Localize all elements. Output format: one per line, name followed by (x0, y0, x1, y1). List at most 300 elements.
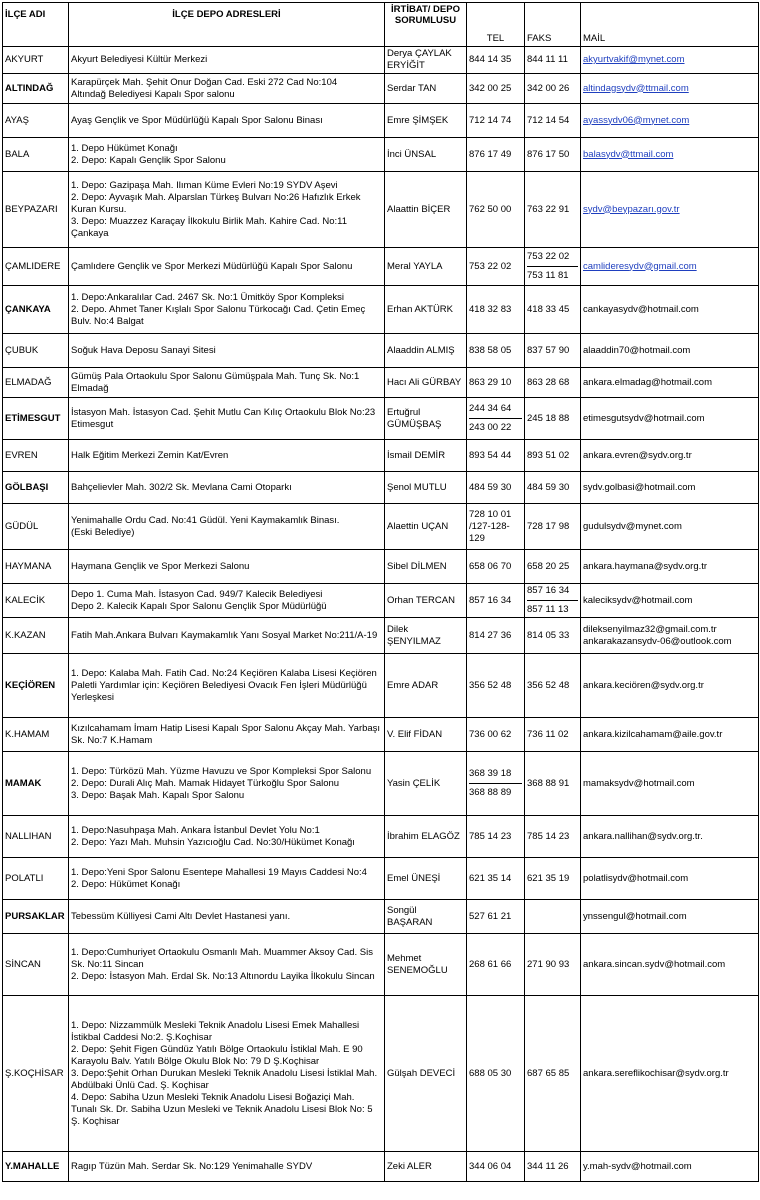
contact-person-line: Ertuğrul GÜMÜŞBAŞ (387, 406, 442, 430)
contact-person (385, 1152, 467, 1182)
phone-number (467, 1152, 525, 1182)
table-row (3, 138, 759, 172)
depot-address (69, 104, 385, 138)
phone-number (467, 74, 525, 104)
email-link[interactable] (581, 74, 759, 104)
contact-person-line: İsmail DEMİR (387, 449, 446, 461)
depot-address (69, 858, 385, 900)
fax-number (525, 934, 581, 996)
depot-address (69, 334, 385, 368)
depot-address-line: 1. Depo: Nizzammülk Mesleki Teknik Anadolu Lisesi Emek Mahallesi İstikbal Caddesi No:2. Ş.Koçhisar (71, 1019, 360, 1043)
depot-address (69, 398, 385, 440)
phone-number (467, 550, 525, 584)
phone-number-line: 893 54 44 (469, 449, 512, 461)
depot-address-line: Karapürçek Mah. Şehit Onur Doğan Cad. Eski 272 Cad No:104 (71, 76, 338, 88)
fax-number-line: 621 35 19 (527, 872, 570, 884)
contact-person-line: İnci ÜNSAL (387, 148, 437, 160)
fax-number-line: 344 11 26 (527, 1160, 569, 1172)
fax-number-line: 368 88 91 (527, 777, 570, 789)
fax-number (525, 718, 581, 752)
contact-person (385, 138, 467, 172)
email-address (581, 440, 759, 472)
contact-person (385, 440, 467, 472)
table-row (3, 858, 759, 900)
depot-address-line: 1. Depo:Yeni Spor Salonu Esentepe Mahallesi 19 Mayıs Caddesi No:4 (71, 866, 367, 878)
phone-number-line: 243 00 22 (469, 418, 522, 435)
phone-number-line: 129 (469, 532, 485, 544)
email-address-line: ankara.elmadag@hotmail.com (583, 376, 712, 388)
contact-person-line: V. Elif FİDAN (387, 728, 443, 740)
email-address-line: ankarakazansydv-06@outlook.com (583, 635, 732, 647)
contact-person (385, 584, 467, 618)
depot-address-line: Akyurt Belediyesi Kültür Merkezi (71, 54, 208, 65)
fax-number-line: 728 17 98 (527, 520, 570, 532)
contact-person-line: Hacı Ali GÜRBAY (387, 376, 462, 388)
fax-number-line: 736 11 02 (527, 728, 569, 740)
table-row (3, 718, 759, 752)
email-address (581, 934, 759, 996)
district-name: ETİMESGUT (3, 398, 69, 440)
table-row (3, 47, 759, 74)
header-mail: MAİL (581, 3, 759, 47)
email-address (581, 398, 759, 440)
contact-person (385, 900, 467, 934)
email-address-line: gudulsydv@mynet.com (583, 520, 682, 532)
contact-person-line: Meral YAYLA (387, 260, 443, 272)
fax-number (525, 74, 581, 104)
district-name: MAMAK (3, 752, 69, 816)
phone-number-line: 368 39 18 (469, 768, 512, 779)
depot-address (69, 368, 385, 398)
phone-number (467, 654, 525, 718)
fax-number (525, 440, 581, 472)
table-row (3, 472, 759, 504)
table-row (3, 1152, 759, 1182)
contact-person (385, 858, 467, 900)
contact-person-line: Gülşah DEVECİ (387, 1067, 456, 1079)
table-row (3, 618, 759, 654)
email-address-line: cankayasydv@hotmail.com (583, 303, 699, 315)
phone-number-line: 688 05 30 (469, 1067, 512, 1079)
depot-address (69, 440, 385, 472)
fax-number (525, 816, 581, 858)
email-link-line[interactable]: altindagsydv@ttmail.com (583, 82, 689, 94)
phone-number (467, 368, 525, 398)
phone-number-line: 728 10 01 (469, 508, 512, 520)
phone-number-line: 844 14 35 (469, 54, 512, 65)
table-row (3, 368, 759, 398)
phone-number (467, 858, 525, 900)
district-name: Y.MAHALLE (3, 1152, 69, 1182)
depot-address-line: 1. Depo: Kalaba Mah. Fatih Cad. No:24 Keçiören Kalaba Lisesi Keçiören (71, 667, 377, 679)
fax-number-line: 863 28 68 (527, 376, 570, 388)
depot-address (69, 996, 385, 1152)
table-row (3, 934, 759, 996)
phone-number-line: 658 06 70 (469, 560, 512, 572)
phone-number (467, 334, 525, 368)
email-address-line: polatlisydv@hotmail.com (583, 872, 689, 884)
email-address (581, 996, 759, 1152)
contact-person-line: Erhan AKTÜRK (387, 303, 453, 315)
phone-number-line: 753 22 02 (469, 260, 512, 272)
fax-number-line: 484 59 30 (527, 481, 570, 493)
district-name: Ş.KOÇHİSAR (3, 996, 69, 1152)
contact-person-line: Alaaddin ALMIŞ (387, 344, 455, 356)
contact-person (385, 504, 467, 550)
depot-address-line: Yenimahalle Ordu Cad. No:41 Güdül. Yeni Kaymakamlık Binası. (71, 514, 340, 526)
district-name: HAYMANA (3, 550, 69, 584)
contact-person (385, 47, 467, 74)
phone-number (467, 104, 525, 138)
fax-number (525, 286, 581, 334)
contact-person (385, 334, 467, 368)
depot-address-line: Kızılcahamam İmam Hatip Lisesi Kapalı Spor Salonu Akçay Mah. Yarbaşı Sk. No:7 K.Hamam (71, 722, 381, 746)
depot-address-line: 1. Depo:Nasuhpaşa Mah. Ankara İstanbul Devlet Yolu No:1 (71, 824, 320, 836)
email-address-line: ankara.kizilcahamam@aile.gov.tr (583, 728, 723, 740)
header-fax: FAKS (525, 3, 581, 47)
fax-number (525, 858, 581, 900)
contact-person-line: Yasin ÇELİK (387, 777, 441, 789)
fax-number (525, 398, 581, 440)
email-address-line: y.mah-sydv@hotmail.com (583, 1160, 692, 1172)
contact-person (385, 550, 467, 584)
table-row (3, 584, 759, 618)
email-address (581, 816, 759, 858)
phone-number (467, 286, 525, 334)
depot-address-line: Altındağ Belediyesi Kapalı Spor salonu (71, 88, 235, 100)
contact-person (385, 934, 467, 996)
email-link[interactable] (581, 172, 759, 248)
depot-address-line: 1. Depo: Gazipaşa Mah. Ilıman Küme Evleri No:19 SYDV Aşevi (71, 179, 338, 191)
email-address (581, 654, 759, 718)
phone-number (467, 504, 525, 550)
contact-person (385, 104, 467, 138)
contact-person-line: Şenol MUTLU (387, 481, 447, 493)
fax-number-line: 753 11 81 (527, 266, 578, 283)
email-address-line: ankara.sereflikochisar@sydv.org.tr (583, 1067, 729, 1079)
phone-number-line: 863 29 10 (469, 376, 512, 388)
contact-person (385, 752, 467, 816)
district-name: PURSAKLAR (3, 900, 69, 934)
contact-person-line: Zeki ALER (387, 1160, 432, 1172)
contact-person-line: İbrahim ELAGÖZ (387, 830, 460, 842)
phone-number-line: 712 14 74 (469, 114, 512, 126)
depot-address-line: 2. Depo: Yazı Mah. Muhsin Yazıcıoğlu Cad. No:30/Hükümet Konağı (71, 836, 355, 848)
email-address (581, 550, 759, 584)
phone-number (467, 138, 525, 172)
contact-person (385, 286, 467, 334)
district-name: BEYPAZARI (3, 172, 69, 248)
phone-number (467, 398, 525, 440)
phone-number (467, 996, 525, 1152)
phone-number-line: 356 52 48 (469, 679, 512, 691)
depot-address-line: 3. Depo: Başak Mah. Kapalı Spor Salonu (71, 789, 245, 801)
depot-address-line: Fatih Mah.Ankara Bulvarı Kaymakamlık Yanı Sosyal Market No:211/A-19 (71, 629, 378, 641)
phone-number-line: 785 14 23 (469, 830, 512, 842)
email-link-line[interactable]: ayassydv06@mynet.com (583, 114, 690, 126)
email-link-line[interactable]: sydv@beypazarı.gov.tr (583, 203, 680, 215)
district-name: ELMADAĞ (3, 368, 69, 398)
depot-address-line: Haymana Gençlik ve Spor Merkezi Salonu (71, 560, 250, 572)
email-link-line[interactable]: akyurtvakif@mynet.com (583, 54, 685, 65)
depot-address-line: Paletli Yardımlar için: Keçiören Belediyesi Ovacık Fen İşleri Müdürlüğü Yerleşkesi (71, 679, 367, 703)
depot-address-line: Bahçelievler Mah. 302/2 Sk. Mevlana Cami Otoparkı (71, 481, 292, 493)
depot-address (69, 1152, 385, 1182)
fax-number (525, 248, 581, 286)
contact-person-line: Mehmet SENEMOĞLU (387, 952, 448, 976)
district-name: K.HAMAM (3, 718, 69, 752)
email-link[interactable] (581, 138, 759, 172)
district-name: ALTINDAĞ (3, 74, 69, 104)
contact-person-line: Songül BAŞARAN (387, 904, 433, 928)
fax-number (525, 900, 581, 934)
contact-person (385, 816, 467, 858)
depot-address-line: Halk Eğitim Merkezi Zemin Kat/Evren (71, 449, 229, 461)
depot-address (69, 934, 385, 996)
depot-address-line: 2. Depo: Hükümet Konağı (71, 878, 181, 890)
fax-number-line: 271 90 93 (527, 958, 570, 970)
depot-address-table (2, 2, 759, 1182)
depot-address (69, 752, 385, 816)
email-address (581, 504, 759, 550)
depot-address-line: Tebessüm Külliyesi Cami Altı Devlet Hastanesi yanı. (71, 910, 291, 922)
depot-address (69, 816, 385, 858)
table-row (3, 550, 759, 584)
fax-number-line: 418 33 45 (527, 303, 570, 315)
email-link-line[interactable]: camlideresydv@gmail.com (583, 260, 697, 272)
email-address-line: dileksenyilmaz32@gmail.com.tr (583, 623, 717, 635)
header-address: İLÇE DEPO ADRESLERİ (69, 3, 385, 47)
phone-number-line: 621 35 14 (469, 872, 512, 884)
phone-number (467, 248, 525, 286)
phone-number (467, 172, 525, 248)
contact-person-line: Sibel DİLMEN (387, 560, 447, 572)
fax-number (525, 172, 581, 248)
email-address-line: alaaddin70@hotmail.com (583, 344, 691, 356)
fax-number-line: 837 57 90 (527, 344, 570, 356)
district-name: SİNCAN (3, 934, 69, 996)
phone-number (467, 472, 525, 504)
contact-person-line: Orhan TERCAN (387, 594, 455, 606)
contact-person (385, 74, 467, 104)
fax-number (525, 550, 581, 584)
depot-address-line: 3. Depo: Muazzez Karaçay İlkokulu Birlik Mah. Kahire Cad. No:11 Çankaya (71, 215, 347, 239)
email-address (581, 584, 759, 618)
phone-number (467, 47, 525, 74)
email-address (581, 718, 759, 752)
email-address-line: mamaksydv@hotmail.com (583, 777, 695, 789)
table-row (3, 286, 759, 334)
fax-number-line: 712 14 54 (527, 114, 570, 126)
depot-address-line: 2. Depo: Şehit Figen Gündüz Yatılı Bölge Ortaokulu İstiklal Mah. E 90 Karayolu Balv. Yatılı Bölge Okulu Blok No: 79 D Ş.Koçhisar (71, 1043, 363, 1067)
contact-person (385, 368, 467, 398)
depot-address (69, 172, 385, 248)
district-name: EVREN (3, 440, 69, 472)
phone-number (467, 618, 525, 654)
phone-number-line: 762 50 00 (469, 203, 512, 215)
table-row (3, 816, 759, 858)
email-address-line: kaleciksydv@hotmail.com (583, 594, 693, 606)
phone-number-line: 244 34 64 (469, 403, 512, 414)
header-contact: İRTİBAT/ DEPO SORUMLUSU (385, 3, 467, 47)
table-row (3, 900, 759, 934)
fax-number (525, 618, 581, 654)
phone-number (467, 900, 525, 934)
depot-address-line: Soğuk Hava Deposu Sanayi Sitesi (71, 344, 216, 356)
district-name: ÇANKAYA (3, 286, 69, 334)
contact-person-line: Emel ÜNEŞİ (387, 872, 441, 884)
table-row (3, 334, 759, 368)
depot-address (69, 472, 385, 504)
table-row (3, 440, 759, 472)
email-link-line[interactable]: balasydv@ttmail.com (583, 148, 674, 160)
contact-person-line: Alaattin BİÇER (387, 203, 451, 215)
fax-number (525, 1152, 581, 1182)
email-link[interactable] (581, 248, 759, 286)
fax-number-line: 753 22 02 (527, 251, 570, 262)
fax-number-line: 687 65 85 (527, 1067, 570, 1079)
contact-person (385, 996, 467, 1152)
email-address (581, 858, 759, 900)
district-name: AYAŞ (3, 104, 69, 138)
depot-address-line: Ayaş Gençlik ve Spor Müdürlüğü Kapalı Spor Salonu Binası (71, 114, 323, 126)
district-name: ÇUBUK (3, 334, 69, 368)
depot-address (69, 618, 385, 654)
phone-number-line: 876 17 49 (469, 148, 512, 160)
depot-address (69, 584, 385, 618)
contact-person (385, 654, 467, 718)
fax-number (525, 584, 581, 618)
contact-person (385, 172, 467, 248)
phone-number (467, 718, 525, 752)
fax-number-line: 857 11 13 (527, 600, 578, 617)
fax-number (525, 334, 581, 368)
fax-number-line: 844 11 11 (527, 54, 568, 65)
phone-number (467, 934, 525, 996)
depot-address-line: 2. Depo: Durali Alıç Mah. Mamak Hidayet Türkoğlu Spor Salonu (71, 777, 340, 789)
depot-address (69, 248, 385, 286)
table-row (3, 74, 759, 104)
fax-number (525, 752, 581, 816)
fax-number-line: 876 17 50 (527, 148, 570, 160)
contact-person-line: Emre ADAR (387, 679, 439, 691)
email-link[interactable] (581, 104, 759, 138)
depot-address-line: 4. Depo: Sabiha Uzun Mesleki Teknik Anadolu Lisesi Boğaziçi Mah. Tunalı Sk. Dr. Sabiha Uzun Mesleki ve Teknik Anadolu Lisesi Blok No: 5 Ş. Koçhisar (71, 1091, 373, 1127)
phone-number-line: 344 06 04 (469, 1160, 512, 1172)
phone-number-line: 814 27 36 (469, 629, 512, 641)
depot-address-line: 1. Depo: Türközü Mah. Yüzme Havuzu ve Spor Kompleksi Spor Salonu (71, 765, 372, 777)
fax-number (525, 47, 581, 74)
depot-address (69, 286, 385, 334)
fax-number-line: 342 00 26 (527, 82, 570, 94)
depot-address (69, 138, 385, 172)
phone-number (467, 584, 525, 618)
depot-address-line: İstasyon Mah. İstasyon Cad. Şehit Mutlu Can Kılıç Ortaokulu Blok No:23 Etimesgut (71, 406, 376, 430)
email-address (581, 1152, 759, 1182)
district-name: NALLIHAN (3, 816, 69, 858)
contact-person (385, 248, 467, 286)
depot-address-line: 2. Depo: İstasyon Mah. Erdal Sk. No:13 Altınordu Layika İlkokulu Sincan (71, 970, 375, 982)
email-address (581, 618, 759, 654)
fax-number-line: 356 52 48 (527, 679, 570, 691)
depot-address (69, 550, 385, 584)
table-row (3, 398, 759, 440)
email-address-line: sydv.golbasi@hotmail.com (583, 481, 696, 493)
depot-address (69, 900, 385, 934)
phone-number-line: 368 88 89 (469, 783, 522, 800)
district-name: KALECİK (3, 584, 69, 618)
depot-address-line: Depo 2. Kalecik Kapalı Spor Salonu Gençlik Spor Müdürlüğü (71, 600, 327, 612)
fax-number (525, 654, 581, 718)
depot-address (69, 74, 385, 104)
depot-address-line: 3. Depo:Şehit Orhan Durukan Mesleki Teknik Anadolu Lisesi İstiklal Mah. Abdülbaki Ünlü Cad. Ş. Koçhisar (71, 1067, 378, 1091)
email-address (581, 472, 759, 504)
district-name: KEÇİÖREN (3, 654, 69, 718)
email-address (581, 752, 759, 816)
fax-number (525, 138, 581, 172)
fax-number-line: 763 22 91 (527, 203, 570, 215)
phone-number-line: /127-128- (469, 520, 510, 532)
email-address-line: ankara.nallihan@sydv.org.tr. (583, 830, 703, 842)
fax-number-line: 893 51 02 (527, 449, 570, 461)
phone-number-line: 857 16 34 (469, 594, 512, 606)
phone-number-line: 527 61 21 (469, 910, 512, 922)
depot-address-line: 1. Depo:Ankaralılar Cad. 2467 Sk. No:1 Ümitköy Spor Kompleksi (71, 291, 344, 303)
contact-person-line: Emre ŞİMŞEK (387, 114, 449, 126)
fax-number-line: 857 16 34 (527, 585, 570, 596)
depot-address (69, 504, 385, 550)
contact-person-line: Dilek ŞENYILMAZ (387, 623, 441, 647)
fax-number (525, 504, 581, 550)
fax-number (525, 104, 581, 138)
table-row (3, 654, 759, 718)
depot-address-line: 1. Depo:Cumhuriyet Ortaokulu Osmanlı Mah. Muammer Aksoy Cad. Sis Sk. No:11 Sincan (71, 946, 374, 970)
contact-person (385, 718, 467, 752)
contact-person-line: Derya ÇAYLAK ERYİĞİT (387, 48, 452, 71)
fax-number-line: 814 05 33 (527, 629, 570, 641)
fax-number (525, 368, 581, 398)
depot-address-line: 2. Depo. Ahmet Taner Kışlalı Spor Salonu Türkocağı Cad. Çetin Emeç Bulv. No:4 Balgat (71, 303, 366, 327)
email-link[interactable] (581, 47, 759, 74)
phone-number-line: 838 58 05 (469, 344, 512, 356)
district-name: GÖLBAŞI (3, 472, 69, 504)
fax-number-line: 245 18 88 (527, 412, 570, 424)
phone-number-line: 736 00 62 (469, 728, 512, 740)
district-name: GÜDÜL (3, 504, 69, 550)
depot-address-line: Gümüş Pala Ortaokulu Spor Salonu Gümüşpala Mah. Tunç Sk. No:1 Elmadağ (71, 370, 360, 394)
depot-address-line: Depo 1. Cuma Mah. İstasyon Cad. 949/7 Kalecik Belediyesi (71, 588, 323, 600)
table-row (3, 172, 759, 248)
fax-number-line: 658 20 25 (527, 560, 570, 572)
phone-number-line: 342 00 25 (469, 82, 512, 94)
district-name: ÇAMLIDERE (3, 248, 69, 286)
district-name: POLATLI (3, 858, 69, 900)
depot-address-line: Çamlıdere Gençlik ve Spor Merkezi Müdürlüğü Kapalı Spor Salonu (71, 260, 353, 272)
email-address (581, 286, 759, 334)
contact-person (385, 472, 467, 504)
header-tel: TEL (467, 3, 525, 47)
fax-number (525, 472, 581, 504)
phone-number-line: 484 59 30 (469, 481, 512, 493)
district-name: BALA (3, 138, 69, 172)
header-district: İLÇE ADI (3, 3, 69, 47)
table-row (3, 752, 759, 816)
table-row (3, 504, 759, 550)
contact-person (385, 398, 467, 440)
district-name: K.KAZAN (3, 618, 69, 654)
depot-address-line: (Eski Belediye) (71, 526, 135, 538)
contact-person (385, 618, 467, 654)
